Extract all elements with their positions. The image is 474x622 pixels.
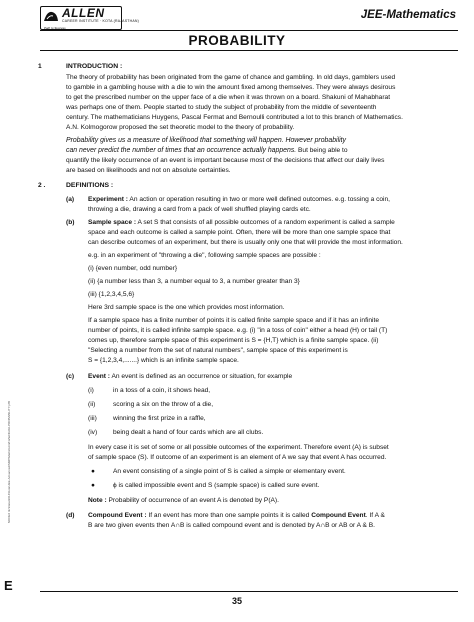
text-span: An event is defined as an occurrence or situation, for example — [109, 373, 293, 380]
list-item-number: (i) — [88, 387, 94, 394]
text-line: "Selecting a number from the set of natural numbers", sample space of this experiment is — [88, 347, 348, 354]
header-rule — [40, 30, 458, 31]
logo-tagline: Path to Success — [44, 26, 66, 30]
list-item-number: (iii) — [88, 415, 97, 422]
text-line — [88, 373, 292, 381]
text-line: are based on likelihoods and not on absolute certainties. — [66, 167, 231, 174]
logo-text: ALLEN — [62, 6, 105, 20]
bullet-text: An event consisting of a single point of S is called a simple or elementary event. — [113, 468, 346, 475]
text-line: of sample space (S). If outcome of an experiment is an element of A we say that event A has occurred. — [88, 454, 387, 461]
text-line: century. The mathematicians Huygens, Pascal Fermat and Bernoulli contributed a lot to this branch of Mathematics. — [66, 114, 403, 121]
term-experiment: Experiment : — [88, 196, 128, 203]
title-rule — [40, 50, 458, 51]
text-span: . If A & — [365, 512, 385, 519]
text-span: But being able to — [296, 147, 348, 154]
logo-emblem-icon — [43, 9, 59, 23]
subject-label: JEE-Mathematics — [360, 9, 456, 21]
bullet-icon: ● — [91, 482, 95, 489]
list-item-number: (iv) — [88, 429, 98, 436]
section-title-definitions: DEFINITIONS : — [66, 182, 114, 189]
edition-letter: E — [4, 578, 13, 593]
text-line: to get the prescribed number on the upper face of a die when it was thrown on a board. Shakuni of Mahabharat — [66, 94, 391, 101]
text-line: to gamble in a gambling house with a die to win the amount fixed among themselves. They were always desirous — [66, 84, 396, 91]
text-span: A set S that consists of all possible outcomes of a random experiment is called a sample — [136, 219, 395, 226]
item-label: (b) — [66, 219, 75, 226]
text-span: An action or operation resulting in two or more well defined outcomes. e.g. tossing a coin, — [127, 196, 391, 203]
item-label: (a) — [66, 196, 75, 203]
item-label: (d) — [66, 512, 75, 519]
text-line: A.N. Kolmogorow proposed the set theoretic model to the theory of probability. — [66, 124, 295, 131]
section-title-introduction: INTRODUCTION : — [66, 63, 123, 70]
term-sample-space: Sample space : — [88, 219, 137, 226]
bullet-text: ϕ is called impossible event and S (sample space) is called sure event. — [113, 482, 320, 489]
logo-subtext: CAREER INSTITUTE · KOTA (RAJASTHAN) — [62, 19, 139, 23]
text-line: Here 3rd sample space is the one which provides most information. — [88, 304, 285, 311]
text-line: If a sample space has a finite number of points it is called finite sample space and if it has an infinite — [88, 317, 380, 324]
section-number: 2 . — [38, 182, 46, 189]
list-item: in a toss of a coin, it shows head, — [113, 387, 211, 394]
text-line: number of points, it is called infinite sample space. e.g. (i) "in a toss of coin" either a head (H) or tail (T) — [88, 327, 388, 334]
text-line — [66, 147, 348, 155]
text-line: The theory of probability has been originated from the game of chance and gambling. In old days, gamblers used — [66, 74, 396, 81]
text-line — [88, 196, 390, 204]
text-line: e.g. in an experiment of "throwing a die", following sample spaces are possible : — [88, 252, 321, 259]
item-label: (c) — [66, 373, 75, 380]
section-number: 1 — [38, 63, 42, 70]
italic-quote-line: can never predict the number of times that an occurrence actually happens. — [66, 147, 297, 154]
text-line: throwing a die, drawing a card from a pack of well shuffled playing cards etc. — [88, 206, 311, 213]
term-event: Event : — [88, 373, 110, 380]
text-line — [88, 219, 395, 227]
term-compound-event: Compound Event : — [88, 512, 147, 519]
text-line: (iii) {1,2,3,4,5,6} — [88, 291, 135, 298]
text-line: space and each outcome is called a sample point. Often, there will be more than one sample space that — [88, 229, 391, 236]
term-compound-event-inline: Compound Event — [311, 512, 366, 519]
bullet-icon: ● — [91, 468, 95, 475]
text-span: If an event has more than one sample points it is called — [146, 512, 312, 519]
page-title: PROBABILITY — [188, 33, 286, 48]
page-number: 35 — [231, 596, 242, 606]
text-line: (ii) {a number less than 3, a number equal to 3, a number greater than 3} — [88, 278, 300, 285]
text-line: can describe outcomes of an experiment, but there is usually only one that will provide the most information. — [88, 239, 403, 246]
text-line — [88, 512, 385, 520]
italic-quote-line: Probability gives us a measure of likelihood that something will happen. However probability — [66, 137, 346, 144]
text-line: quantify the likely occurrence of an event is important because most of the decisions that affect our daily lives — [66, 157, 385, 164]
text-span: Probability of occurrence of an event A is denoted by P(A). — [106, 497, 279, 504]
list-item-number: (ii) — [88, 401, 96, 408]
list-item: scoring a six on the throw of a die, — [113, 401, 214, 408]
text-line: was perhaps one of them. People started to study the subject of probability from the middle of seventeenth — [66, 104, 377, 111]
text-line: In every case it is set of some or all possible outcomes of the experiment. Therefore event (A) is subset — [88, 444, 389, 451]
text-line: S = {1,2,3,4,.......} which is an infinite sample space. — [88, 357, 239, 364]
note-label: Note : — [88, 497, 107, 504]
text-line: (i) {even number, odd number} — [88, 265, 178, 272]
list-item: winning the first prize in a raffle, — [113, 415, 206, 422]
footer-rule — [40, 591, 458, 592]
text-line: B are two given events then A∩B is called compound event and is denoted by A∩B or AB or A & B. — [88, 522, 375, 529]
text-line: comes up, therefore sample space of this experiment is S = {H,T} which is a finite sample space. (ii) — [88, 337, 379, 344]
file-path-text: NODE6 \E:\Data\2014\Kota\JEE-Advanced\SMP\Maths\Unit#12\ENG\02-PROBABILITY.p65 — [7, 400, 11, 524]
text-line — [88, 497, 279, 505]
list-item: being dealt a hand of four cards which are all clubs. — [113, 429, 264, 436]
